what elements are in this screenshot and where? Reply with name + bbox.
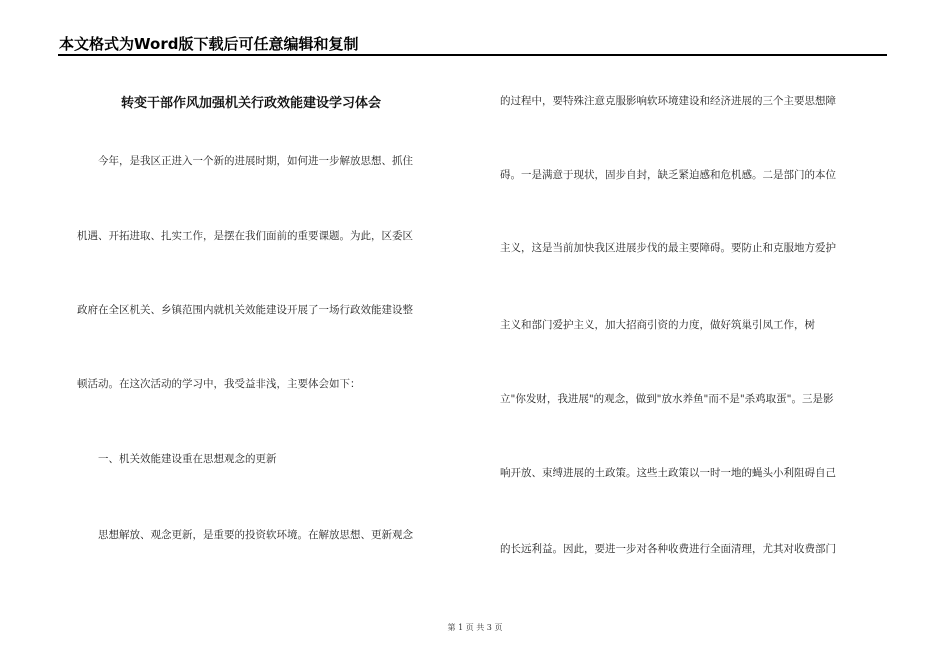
document-header-title: 本文格式为Word版下载后可任意编辑和复制	[59, 35, 359, 53]
text-line: 顿活动。在这次活动的学习中，我受益非浅，主要体会如下：	[77, 378, 361, 390]
text-line: 今年，是我区正进入一个新的进展时期，如何进一步解放思想、抓住	[77, 155, 413, 167]
page-number-footer: 第 1 页 共 3 页	[447, 623, 503, 632]
text-line: 主义，这是当前加快我区进展步伐的最主要障碍。要防止和克服地方爱护	[500, 242, 836, 254]
text-line: 的过程中，要特殊注意克服影响软环境建设和经济进展的三个主要思想障	[500, 95, 836, 107]
text-line: 机遇、开拓进取、扎实工作，是摆在我们面前的重要课题。为此，区委区	[77, 230, 413, 242]
section-heading: 一、机关效能建设重在思想观念的更新	[77, 453, 277, 465]
document-title: 转变干部作风加强机关行政效能建设学习体会	[121, 96, 382, 111]
text-line: 政府在全区机关、乡镇范围内就机关效能建设开展了一场行政效能建设整	[77, 304, 413, 316]
header-divider	[58, 54, 887, 56]
text-line: 思想解放、观念更新，是重要的投资软环境。在解放思想、更新观念	[77, 529, 413, 541]
text-line: 主义和部门爱护主义，加大招商引资的力度，做好筑巢引凤工作，树	[500, 319, 815, 331]
text-line: 立"你发财，我进展"的观念，做到"放水养鱼"而不是"杀鸡取蛋"。三是影	[500, 393, 834, 405]
text-line: 碍。一是满意于现状，固步自封，缺乏紧迫感和危机感。二是部门的本位	[500, 169, 836, 181]
text-line: 的长远利益。因此，要进一步对各种收费进行全面清理，尤其对收费部门	[500, 543, 836, 555]
text-line: 响开放、束缚进展的土政策。这些土政策以一时一地的蝇头小利阻碍自己	[500, 467, 836, 479]
